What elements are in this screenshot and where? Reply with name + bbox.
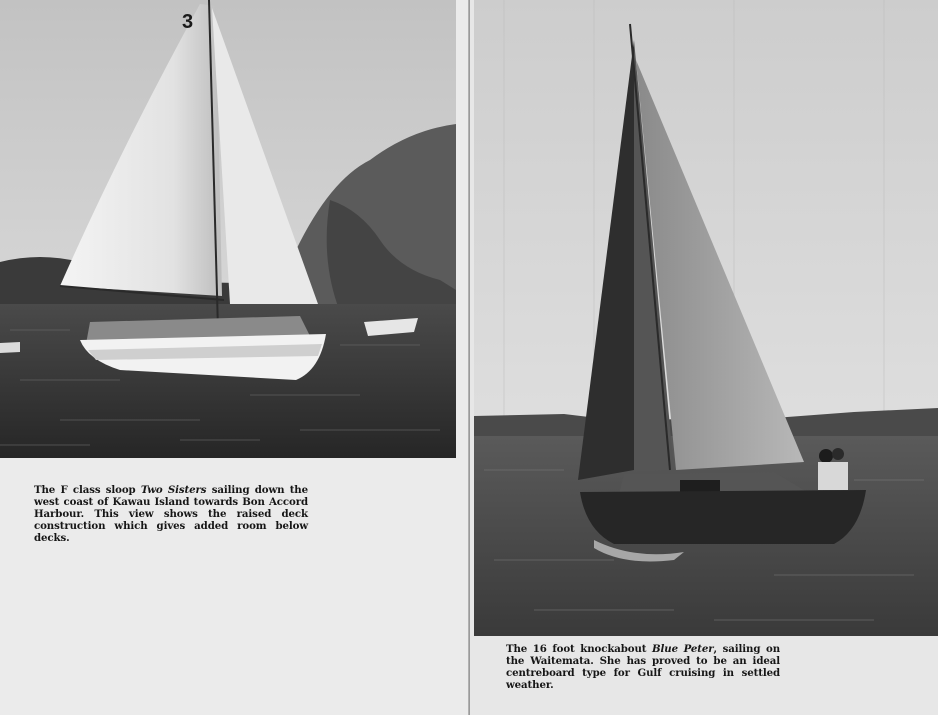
- hull: [580, 490, 866, 544]
- two-sisters-photo: [0, 0, 456, 458]
- vessel-name: Blue Peter: [652, 643, 714, 655]
- sail-number: 3: [182, 11, 194, 33]
- blue-peter-photo: [474, 0, 938, 636]
- crew-head-2: [832, 448, 844, 460]
- vessel-name: Two Sisters: [140, 484, 207, 496]
- caption-text-start: The F class sloop: [34, 484, 141, 496]
- right-photo-caption: [506, 643, 780, 691]
- crew-head: [819, 449, 833, 463]
- left-photo-caption: [34, 484, 308, 544]
- right-page: [470, 0, 938, 715]
- caption-text-end: , sailing on the Waitemata. She has proved to be an ideal centreboard type for Gulf cruising in settled weather.: [506, 643, 780, 691]
- crew-body: [818, 462, 848, 490]
- caption-text-end: sailing down the west coast of Kawau Island towards Bon Accord Harbour. This view shows the raised deck construction which gives added room below decks.: [34, 484, 309, 544]
- caption-text-start: The 16 foot knockabout: [506, 643, 653, 655]
- cabin-window: [680, 480, 720, 492]
- small-boat: [0, 342, 20, 353]
